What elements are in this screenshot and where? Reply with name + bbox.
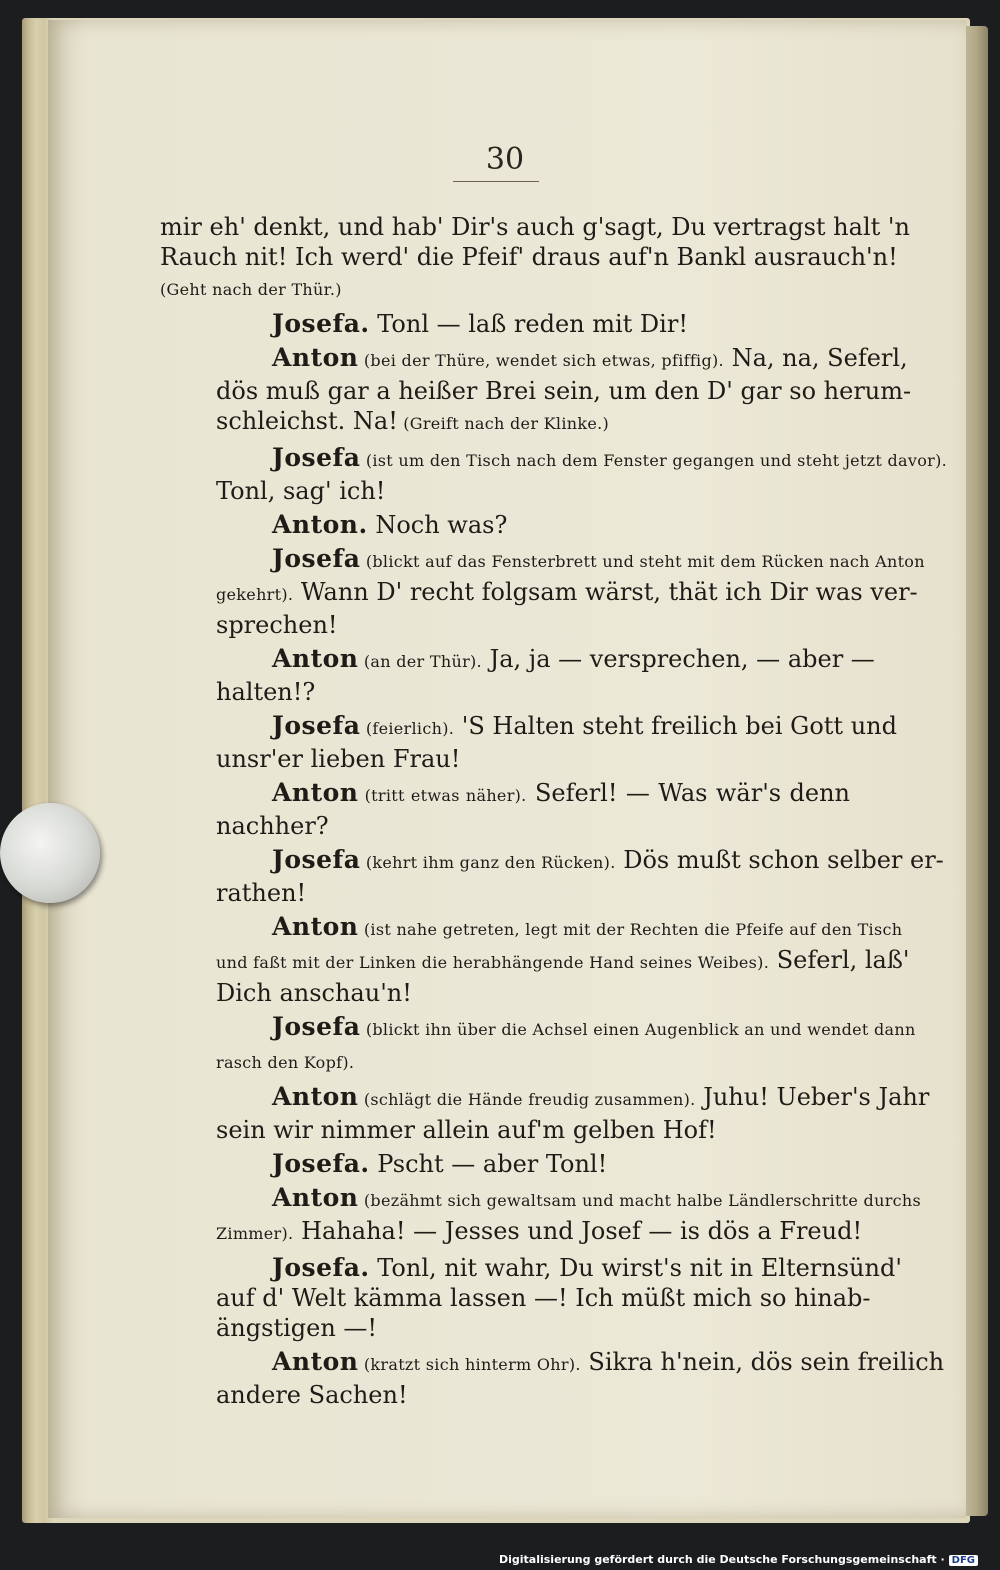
speaker-name: Josefa [272, 845, 361, 874]
dialogue-text: Tonl, nit wahr, Du wirst's nit in Elternsünd' [369, 1254, 902, 1282]
stage-direction: rasch den Kopf). [216, 1053, 355, 1072]
dialogue-text: Hahaha! — Jesses und Josef — is dös a Freud! [293, 1217, 863, 1245]
text-line [160, 912, 903, 945]
speaker-name: Anton [272, 912, 359, 941]
stage-direction: (Geht nach der Thür.) [160, 280, 342, 299]
paragraph [160, 1183, 922, 1249]
dialogue-text: auf d' Welt kämma lassen —! Ich müßt mich so hinab- [216, 1284, 871, 1312]
stage-direction: (bei der Thüre, wendet sich etwas, pfiffig). [358, 351, 724, 370]
paragraph [160, 443, 948, 506]
speaker-name: Anton [272, 1082, 359, 1111]
speaker-name: Josefa. [272, 309, 370, 338]
dialogue-text: Wann D' recht folgsam wärst, thät ich Dir was ver- [293, 578, 918, 606]
text-line [160, 744, 850, 774]
dialogue-text: Seferl! — Was wär's denn [526, 779, 850, 807]
stage-direction: und faßt mit der Linken die herabhängende Hand seines Weibes). [216, 953, 770, 972]
footer [499, 1553, 978, 1566]
text-line [160, 1313, 850, 1343]
text-line [160, 1253, 902, 1283]
text-line [160, 978, 850, 1008]
dialogue-text: Juhu! Ueber's Jahr [695, 1083, 930, 1111]
text-line [160, 644, 875, 677]
paragraph [160, 644, 875, 707]
footer-credit: Digitalisierung gefördert durch die Deutsche Forschungsgemeinschaft · [498, 1553, 945, 1566]
text-line [160, 1082, 930, 1115]
dialogue-text: nachher? [216, 812, 329, 840]
dialogue-text: Rauch nit! Ich werd' die Pfeif' draus auf'n Bankl ausrauch'n! [160, 243, 898, 271]
paragraph [160, 1253, 902, 1343]
text-line [160, 212, 910, 242]
text-line [160, 1183, 922, 1216]
text-line [160, 1216, 863, 1249]
dialogue-text: rathen! [216, 879, 307, 907]
text-line [160, 577, 918, 610]
text-line [160, 376, 912, 406]
dialogue-text: 'S Halten steht freilich bei Gott und [454, 712, 897, 740]
stage-direction: (ist nahe getreten, legt mit der Rechten die Pfeife auf den Tisch [358, 920, 903, 939]
dialogue-text: Ja, ja — versprechen, — aber — [481, 645, 875, 673]
text-line [160, 510, 850, 540]
stage-direction: (blickt ihn über die Achsel einen Augenblick an und wendet dann [360, 1020, 916, 1039]
stage-direction: gekehrt). [216, 585, 294, 604]
dfg-logo: DFG [949, 1555, 978, 1566]
paragraph [160, 309, 850, 339]
text-line [160, 610, 850, 640]
paragraph [160, 343, 912, 439]
dialogue-text: Dich anschau'n! [216, 979, 412, 1007]
paragraph [160, 711, 897, 774]
speaker-name: Josefa [272, 711, 361, 740]
text-line [160, 878, 850, 908]
dialogue-text: sprechen! [216, 611, 338, 639]
dialogue-text: Tonl, sag' ich! [216, 477, 386, 505]
paragraph [160, 912, 910, 1008]
dialogue-text: andere Sachen! [216, 1381, 408, 1409]
dialogue-text: halten!? [216, 678, 316, 706]
stage-direction: (feierlich). [360, 719, 455, 738]
stage-direction: (kratzt sich hinterm Ohr). [358, 1355, 581, 1374]
text-line [160, 476, 850, 506]
stage-direction: (an der Thür). [358, 652, 482, 671]
text-line [160, 1283, 871, 1313]
dialogue-text: Seferl, laß' [769, 946, 910, 974]
dialogue-text: schleichst. Na! [216, 407, 398, 435]
text-line [160, 778, 850, 811]
stage-direction: (tritt etwas näher). [358, 786, 527, 805]
speaker-name: Anton [272, 343, 359, 372]
text-line [160, 309, 850, 339]
text-line [160, 544, 925, 577]
text-line [160, 811, 850, 841]
dialogue-text: mir eh' denkt, und hab' Dir's auch g'sagt, Du vertragst halt 'n [160, 213, 910, 241]
text-line [160, 1149, 850, 1179]
text-line [160, 1380, 850, 1410]
text-line [160, 443, 948, 476]
speaker-name: Josefa [272, 544, 361, 573]
paragraph [160, 1347, 945, 1410]
page-number-rule [453, 181, 539, 182]
speaker-name: Anton [272, 778, 359, 807]
page-clip [0, 803, 100, 903]
text-line [160, 677, 850, 707]
dialogue-text: unsr'er lieben Frau! [216, 745, 461, 773]
dialogue-text: Pscht — aber Tonl! [369, 1150, 608, 1178]
dialogue-text: ängstigen —! [216, 1314, 378, 1342]
dialogue-text: sein wir nimmer allein auf'm gelben Hof! [216, 1116, 717, 1144]
page-number: 30 [485, 142, 525, 177]
text-line [160, 272, 850, 305]
text-line [160, 1045, 850, 1078]
text-line [160, 406, 850, 439]
speaker-name: Josefa [272, 443, 361, 472]
paragraph [160, 778, 850, 841]
paragraph [160, 544, 925, 640]
text-line [160, 1115, 850, 1145]
dialogue-text: Dös mußt schon selber er- [615, 846, 944, 874]
stage-direction: Zimmer). [216, 1224, 294, 1243]
paragraph [160, 212, 910, 305]
stage-direction: (Greift nach der Klinke.) [397, 414, 610, 433]
dialogue-text: Tonl — laß reden mit Dir! [369, 310, 688, 338]
text-line [160, 945, 910, 978]
speaker-name: Josefa. [272, 1149, 370, 1178]
text-line [160, 845, 944, 878]
paragraph [160, 1012, 916, 1078]
stage-direction: (bezähmt sich gewaltsam und macht halbe Ländlerschritte durchs [358, 1191, 922, 1210]
stage-direction: (schlägt die Hände freudig zusammen). [358, 1090, 696, 1109]
text-line [160, 1012, 916, 1045]
page-text [160, 212, 948, 1410]
text-line [160, 711, 897, 744]
stage-direction: (ist um den Tisch nach dem Fenster gegangen und steht jetzt davor). [360, 451, 948, 470]
speaker-name: Josefa [272, 1012, 361, 1041]
speaker-name: Josefa. [272, 1253, 370, 1282]
stage-direction: (kehrt ihm ganz den Rücken). [360, 853, 616, 872]
dialogue-text: Noch was? [367, 511, 508, 539]
dialogue-text: dös muß gar a heißer Brei sein, um den D' gar so herum- [216, 377, 912, 405]
speaker-name: Anton [272, 1183, 359, 1212]
speaker-name: Anton. [272, 510, 368, 539]
text-line [160, 242, 898, 272]
paragraph [160, 510, 850, 540]
speaker-name: Anton [272, 644, 359, 673]
speaker-name: Anton [272, 1347, 359, 1376]
paragraph [160, 1082, 930, 1145]
dialogue-text: Na, na, Seferl, [723, 344, 908, 372]
text-line [160, 1347, 945, 1380]
stage-direction: (blickt auf das Fensterbrett und steht mit dem Rücken nach Anton [360, 552, 925, 571]
paragraph [160, 1149, 850, 1179]
text-line [160, 343, 908, 376]
paragraph [160, 845, 944, 908]
dialogue-text: Sikra h'nein, dös sein freilich [580, 1348, 945, 1376]
